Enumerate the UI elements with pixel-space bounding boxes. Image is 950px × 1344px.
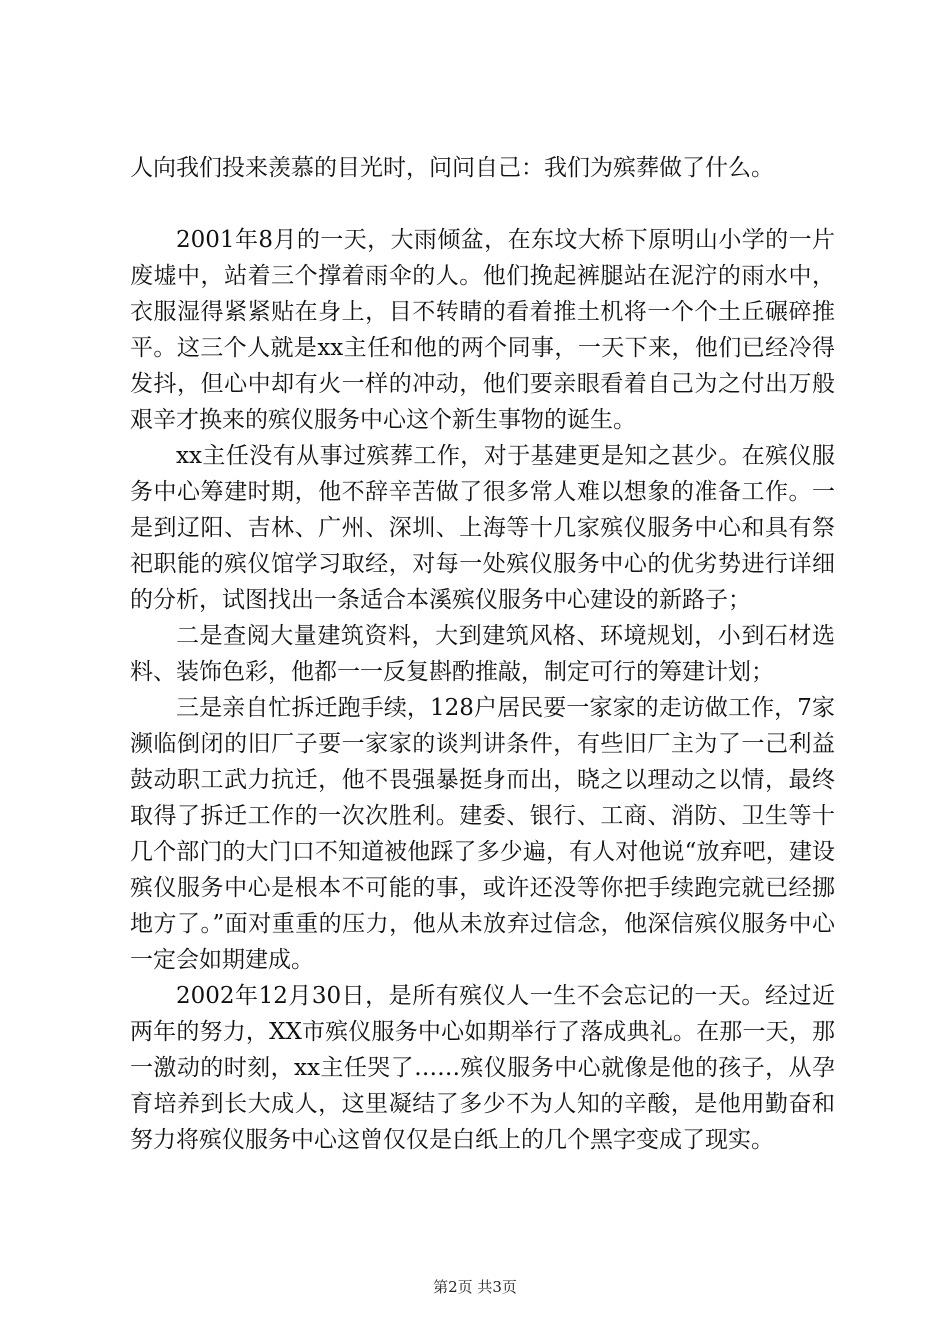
page-number-footer: 第2页 共3页 xyxy=(433,1278,517,1296)
paragraph-continued: 人向我们投来羡慕的目光时，问问自己：我们为殡葬做了什么。 xyxy=(130,155,774,181)
paragraph: 三是亲自忙拆迁跑手续，128户居民要一家家的走访做工作，7家濒临倒闭的旧厂子要一家家的谈判讲条件，有些旧厂主为了一己利益鼓动职工武力抗迁，他不畏强暴挺身而出，晓之以理动之以情，最终取得了拆迁工作的一次次胜利。建委、银行、工商、消防、卫生等十几个部门的大门口不知道被他踩了多少遍，有人对他说“放弃吧，建设殡仪服务中心是根本不可能的事，或许还没等你把手续跑完就已经挪地方了。”面对重重的压力，他从未放弃过信念，他深信殡仪服务中心一定会如期建成。 xyxy=(130,695,835,973)
paragraph: 二是查阅大量建筑资料，大到建筑风格、环境规划，小到石材选料、装饰色彩，他都一一反复斟酌推敲，制定可行的筹建计划； xyxy=(130,623,835,685)
paragraph: 2002年12月30日，是所有殡仪人一生不会忘记的一天。经过近两年的努力，XX市殡仪服务中心如期举行了落成典礼。在那一天，那一激动的时刻，xx主任哭了……殡仪服务中心就像是他的孩子，从孕育培养到长大成人，这里凝结了多少不为人知的辛酸，是他用勤奋和努力将殡仪服务中心这曾仅仅是白纸上的几个黑字变成了现实。 xyxy=(130,983,835,1153)
paragraph-gap xyxy=(130,186,835,222)
document-body xyxy=(130,150,835,1158)
paragraph: 2001年8月的一天，大雨倾盆，在东坟大桥下原明山小学的一片废墟中，站着三个撑着雨伞的人。他们挽起裤腿站在泥泞的雨水中，衣服湿得紧紧贴在身上，目不转睛的看着推土机将一个个土丘碾碎推平。这三个人就是xx主任和他的两个同事，一天下来，他们已经冷得发抖，但心中却有火一样的冲动，他们要亲眼看着自己为之付出万般艰辛才换来的殡仪服务中心这个新生事物的诞生。 xyxy=(130,227,835,433)
paragraph: xx主任没有从事过殡葬工作，对于基建更是知之甚少。在殡仪服务中心筹建时期，他不辞辛苦做了很多常人难以想象的准备工作。一是到辽阳、吉林、广州、深圳、上海等十几家殡仪服务中心和具有祭祀职能的殡仪馆学习取经，对每一处殡仪服务中心的优劣势进行详细的分析，试图找出一条适合本溪殡仪服务中心建设的新路子； xyxy=(130,443,835,613)
